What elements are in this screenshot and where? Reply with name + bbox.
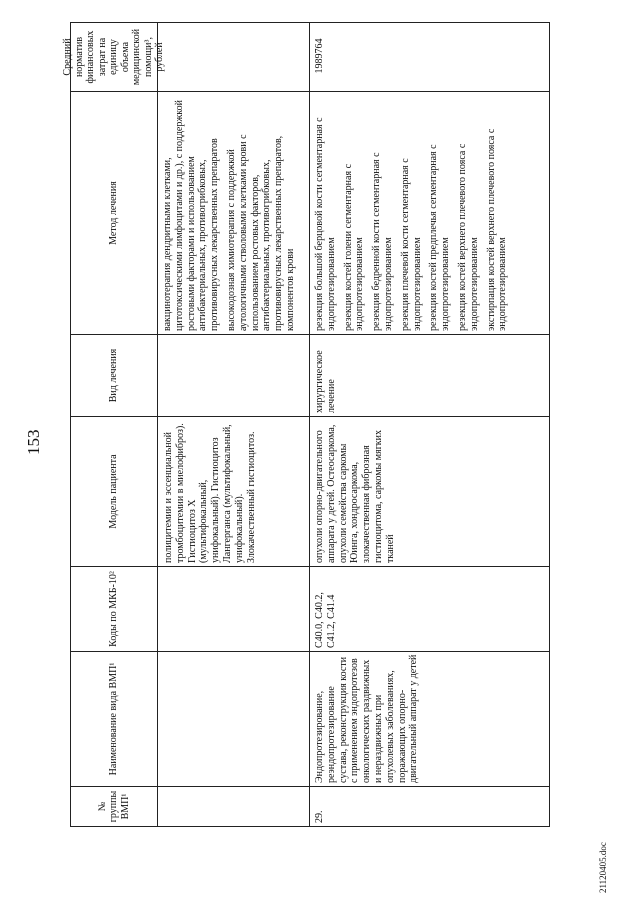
header-method: Метод лечения: [108, 181, 120, 245]
method-item: экстирпация костей верхнего плечевого пояса с эндопротезированием: [485, 128, 509, 331]
row-methods: [314, 95, 509, 331]
method-item: резекция костей верхнего плечевого пояса с эндопротезированием: [456, 143, 480, 331]
footer-filename: 21120405.doc: [598, 842, 608, 893]
header-codes: Коды по МКБ-10²: [108, 571, 120, 647]
header-name: Наименование вида ВМП¹: [108, 662, 120, 776]
method-item: резекция плечевой кости сегментарная с эндопротезированием: [399, 158, 423, 331]
header-kind: Вид лечения: [108, 348, 120, 403]
header-group: № группы ВМП¹: [96, 790, 131, 823]
row-cost: 1989764: [314, 38, 325, 74]
header-model: Модель пациента: [108, 454, 120, 529]
table-rule-bottom: [549, 22, 550, 827]
continuation-model: полицитемии и эссенциальной тромбоцитемии в миелофиброз). Гистиоцитоз Х (мультифокальный, унифокальный). Гистиоцитоз Лангерганса (мультифокальный, унифокальный). Злокачественный гистиоцитоз.: [163, 423, 257, 563]
continuation-methods: [162, 95, 297, 331]
method-item: резекция бедренной кости сегментарная с эндопротезированием: [371, 152, 394, 331]
method-item: резекция костей голени сегментарная с эндопротезированием: [342, 163, 366, 331]
table-rule-header: [157, 22, 158, 827]
page-number: 153: [24, 429, 43, 455]
table-rule-row: [309, 22, 310, 827]
row-kind: хирургическое лечение: [314, 350, 337, 413]
method-item: резекция большой берцовой кости сегментарная с эндопротезированием: [314, 117, 337, 331]
row-codes: C40.0, C40.2, C41.2, C41.4: [314, 592, 337, 648]
method-item: высокодозная химиотерапия с поддержкой аутологичными стволовыми клетками крови с использованием ростовых факторов, антибактериальных, противогрибковых, противовирусных лекарственных препаратов, компонентов крови: [225, 134, 296, 331]
table-col-line: [70, 826, 550, 827]
header-cost: Средний норматив финансовых затрат на единицу объема медицинской помощи³, рублей: [62, 28, 166, 86]
row-group-number: 29.: [314, 810, 325, 823]
row-name: Эндопротезирование, реэндопротезирование сустава, реконструкция кости с применением эндопротезов онкологических раздвижных и нераздвижных при опухолевых заболеваниях, поражающих опорно-двигательный аппарат у детей: [314, 654, 420, 783]
method-item: вакцинотерапия дендритными клетками, цитотоксическими лимфоцитами и др.), с поддержкой ростовыми факторами и использованием антибактериальных, противогрибковых, противовирусных лекарственных препаратов: [162, 100, 221, 331]
treatment-table: [62, 22, 550, 827]
row-model: опухоли опорно-двигательного аппарата у детей. Остеосаркома, опухоли семейства саркомы Юинга, хондросаркома, злокачественная фиброзная гистиоцитома, саркомы мягких тканей: [314, 424, 396, 563]
method-item: резекция костей предплечья сегментарная с эндопротезированием: [428, 144, 452, 331]
